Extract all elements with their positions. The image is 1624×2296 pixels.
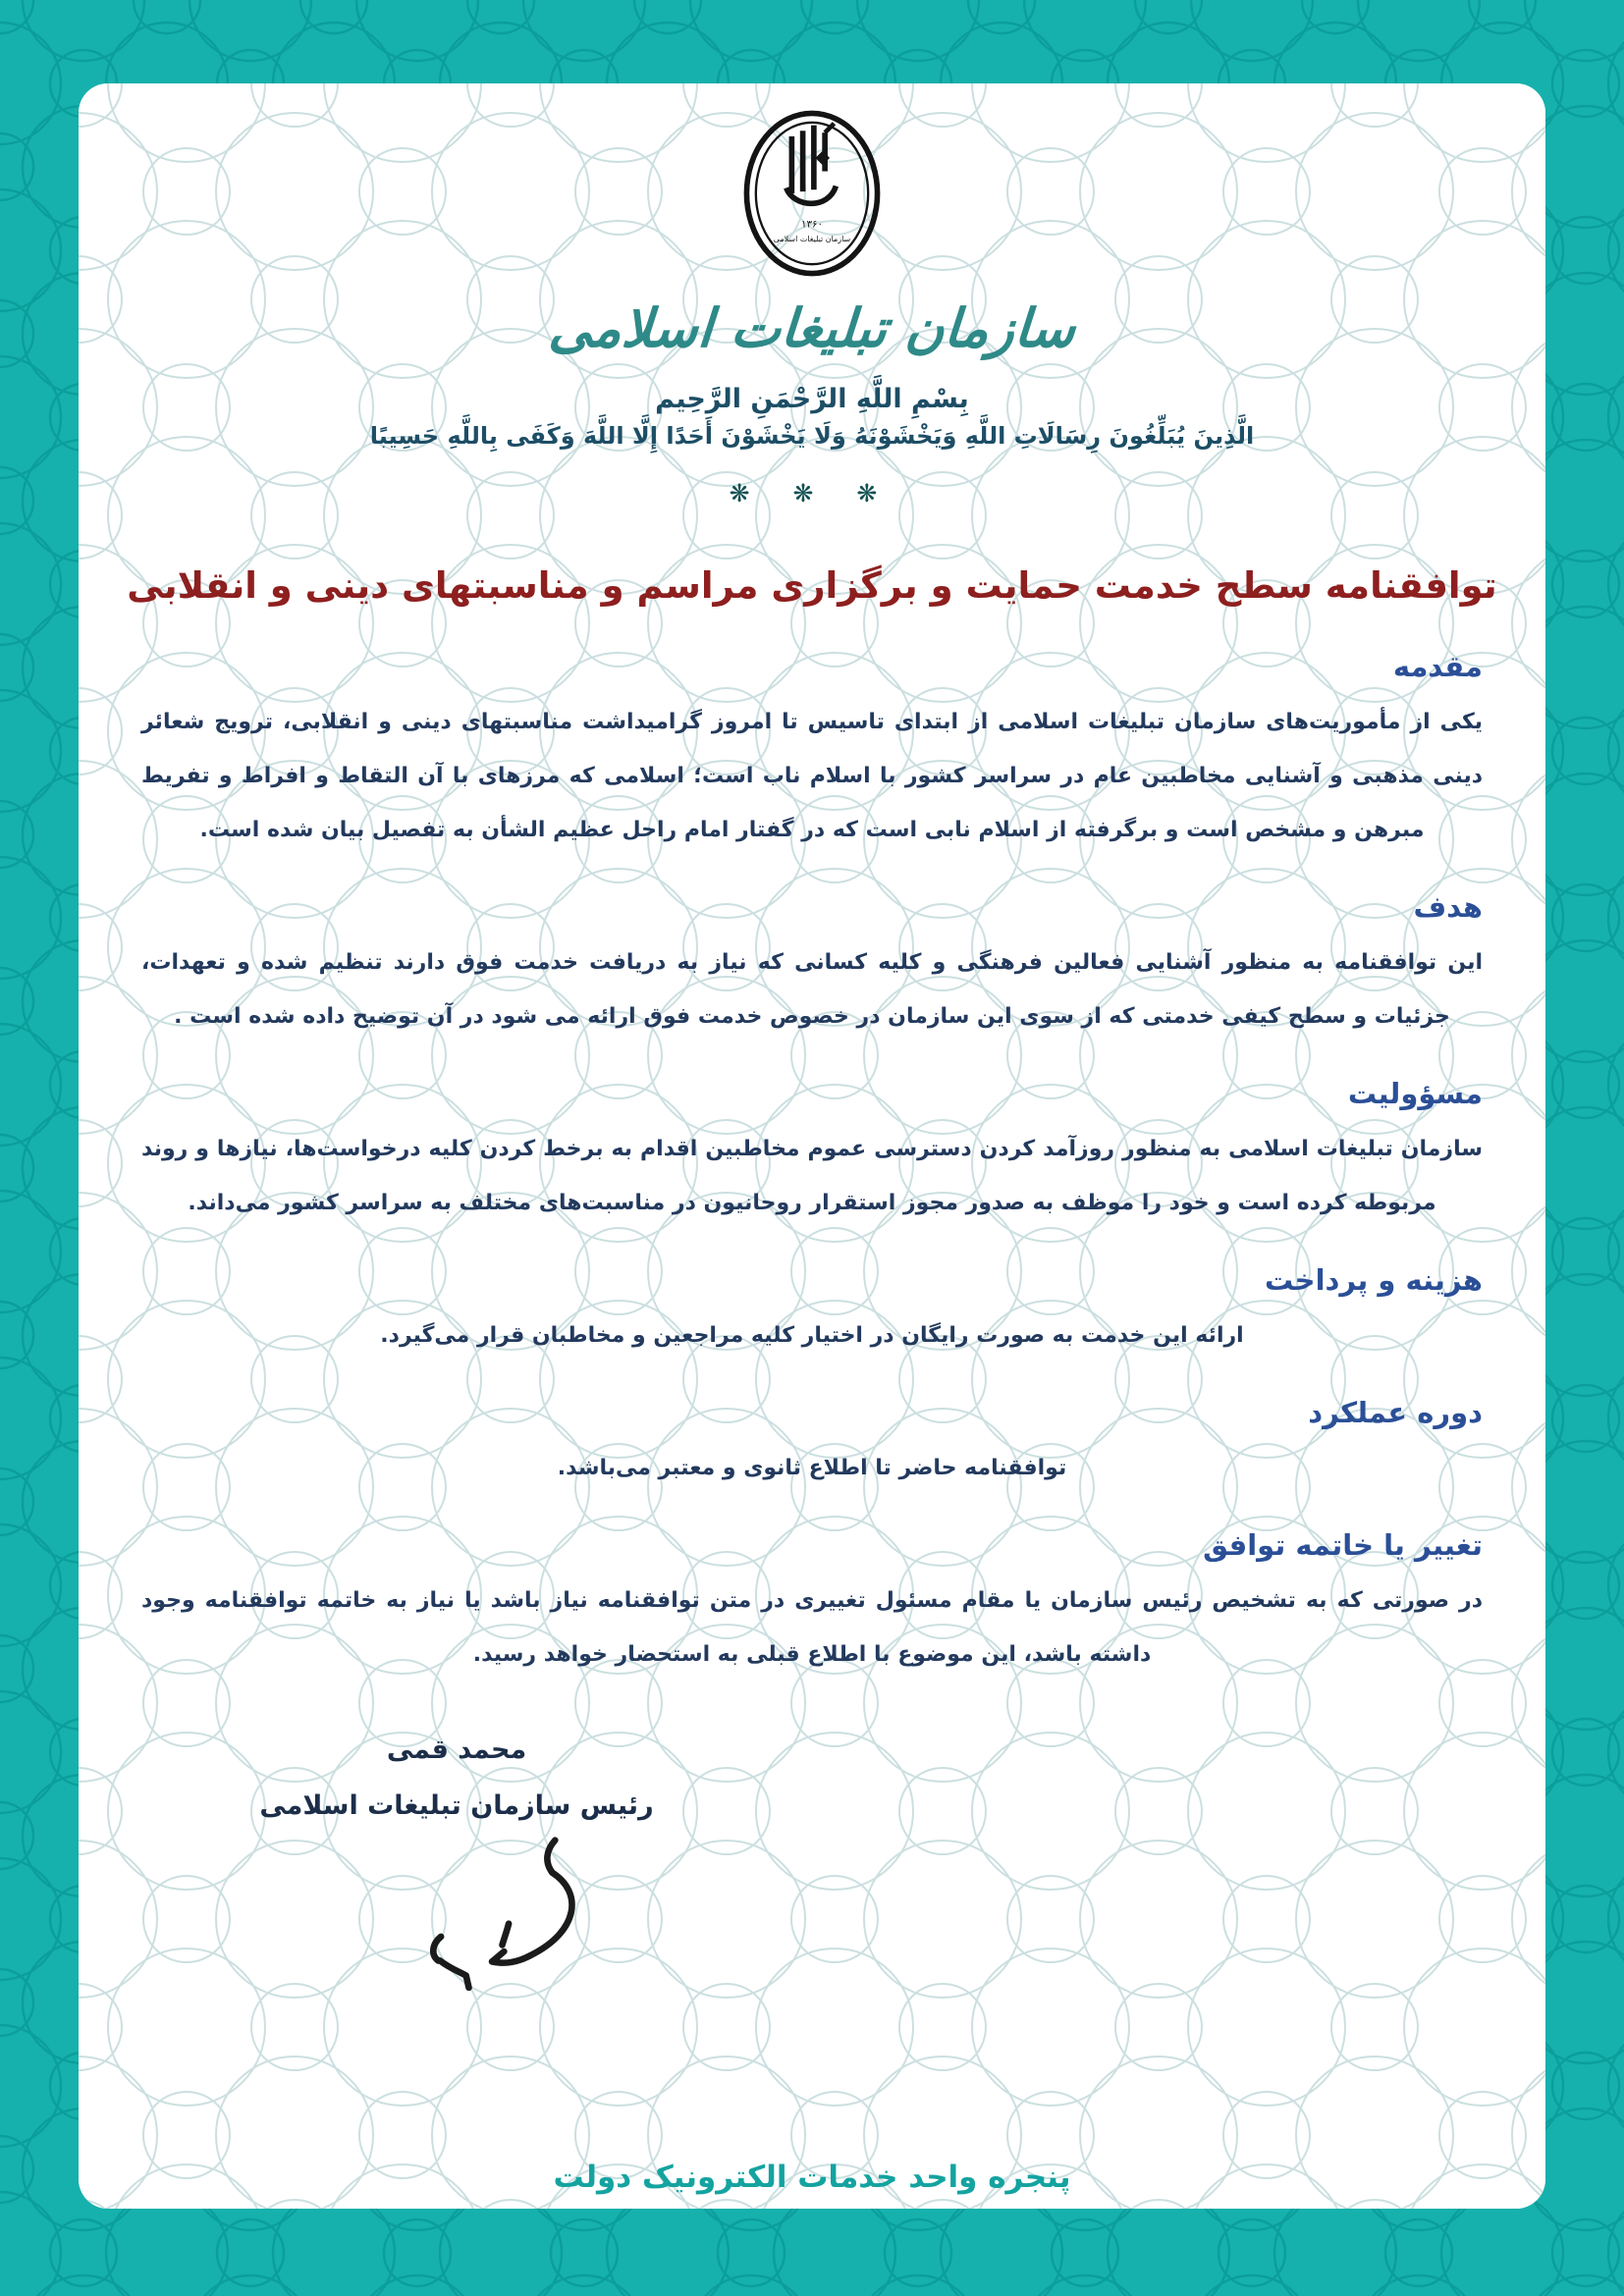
document-title: توافقنامه سطح خدمت حمایت و برگزاری مراسم و مناسبتهای دینی و انقلابی — [127, 564, 1497, 607]
section-heading: مسؤولیت — [1347, 1077, 1483, 1110]
quran-verse: الَّذِينَ يُبَلِّغُونَ رِسَالَاتِ اللَّهِ وَيَخْشَوْنَهُ وَلَا يَخْشَوْنَ أَحَدًا إِلَّا اللَّهَ وَكَفَى بِاللَّهِ حَسِيبًا — [369, 422, 1255, 450]
signature-scribble-icon — [417, 1835, 604, 2002]
org-emblem-icon — [737, 105, 887, 282]
section-heading: تغییر یا خاتمه توافق — [1203, 1528, 1483, 1562]
section-heading: مقدمه — [1392, 650, 1483, 683]
emblem-year: ۱۳۶۰ — [800, 218, 824, 231]
section-introduction — [141, 650, 1483, 857]
section-heading: هزینه و پرداخت — [1264, 1263, 1483, 1297]
section-cost-payment — [141, 1263, 1483, 1362]
bismillah-line: بِسْمِ اللَّهِ الرَّحْمَنِ الرَّحِيم — [655, 384, 969, 414]
org-name-calligraphy: سازمان تبلیغات اسلامی — [547, 297, 1078, 359]
emblem-caption: سازمان تبلیغات اسلامی — [773, 234, 851, 243]
sections — [79, 650, 1545, 1682]
signature-block — [245, 1735, 668, 2002]
allah-calligraphy-icon — [786, 124, 837, 204]
ornament-divider: ❋ ❋ ❋ — [729, 479, 895, 507]
section-body: این توافقنامه به منظور آشنایی فعالین فرهنگی و کلیه کسانی که نیاز به دریافت خدمت فوق دارند تنظیم شده و تعهدات، جزئیات و سطح کیفی خدمتی که از سوی این سازمان در خصوص خدمت فوق ارائه می شود در آن توضیح داده شده است . — [141, 950, 1483, 1029]
section-body: ارائه این خدمت به صورت رایگان در اختیار کلیه مراجعین و مخاطبان قرار می‌گیرد. — [380, 1323, 1244, 1348]
section-goal — [141, 890, 1483, 1043]
section-heading: هدف — [1413, 890, 1483, 924]
section-body: یکی از مأموریت‌های سازمان تبلیغات اسلامی از ابتدای تاسیس تا امروز گرامیداشت مناسبتهای دینی و انقلابی، ترویج شعائر دینی مذهبی و آشنایی مخاطبین عام در سراسر کشور با اسلام ناب است؛ اسلامی که مرزهای با آن التقاط و افراط و تفریط مبرهن و مشخص است و برگرفته از اسلام نابی است که در گفتار امام راحل عظیم الشأن به تفصیل بیان شده است. — [141, 710, 1483, 842]
section-heading: دوره عملکرد — [1308, 1396, 1483, 1429]
section-responsibility — [141, 1077, 1483, 1230]
org-emblem — [79, 105, 1545, 282]
section-body: توافقنامه حاضر تا اطلاع ثانوی و معتبر می‌باشد. — [557, 1456, 1067, 1480]
section-body: در صورتی که به تشخیص رئیس سازمان یا مقام مسئول تغییری در متن توافقنامه نیاز باشد یا نیاز به خاتمه توافقنامه وجود داشته باشد، این موضوع با اطلاع قبلی به استحضار خواهد رسید. — [141, 1588, 1483, 1667]
document-content — [79, 83, 1545, 2209]
section-body: سازمان تبلیغات اسلامی به منظور روزآمد کردن دسترسی عموم مخاطبین اقدام به برخط کردن کلیه درخواست‌ها، نیازها و روند مربوطه کرده است و خود را موظف به صدور مجوز استقرار روحانیون در مناسبت‌های مختلف به سراسر کشور می‌داند. — [141, 1137, 1483, 1215]
document-card — [79, 83, 1545, 2209]
section-performance-period — [141, 1396, 1483, 1495]
signatory-name: محمد قمی — [386, 1735, 527, 1765]
section-change-termination — [141, 1528, 1483, 1682]
footer-text: پنجره واحد خدمات الکترونیک دولت — [553, 2160, 1071, 2195]
signatory-role: رئیس سازمان تبلیغات اسلامی — [259, 1790, 654, 1821]
